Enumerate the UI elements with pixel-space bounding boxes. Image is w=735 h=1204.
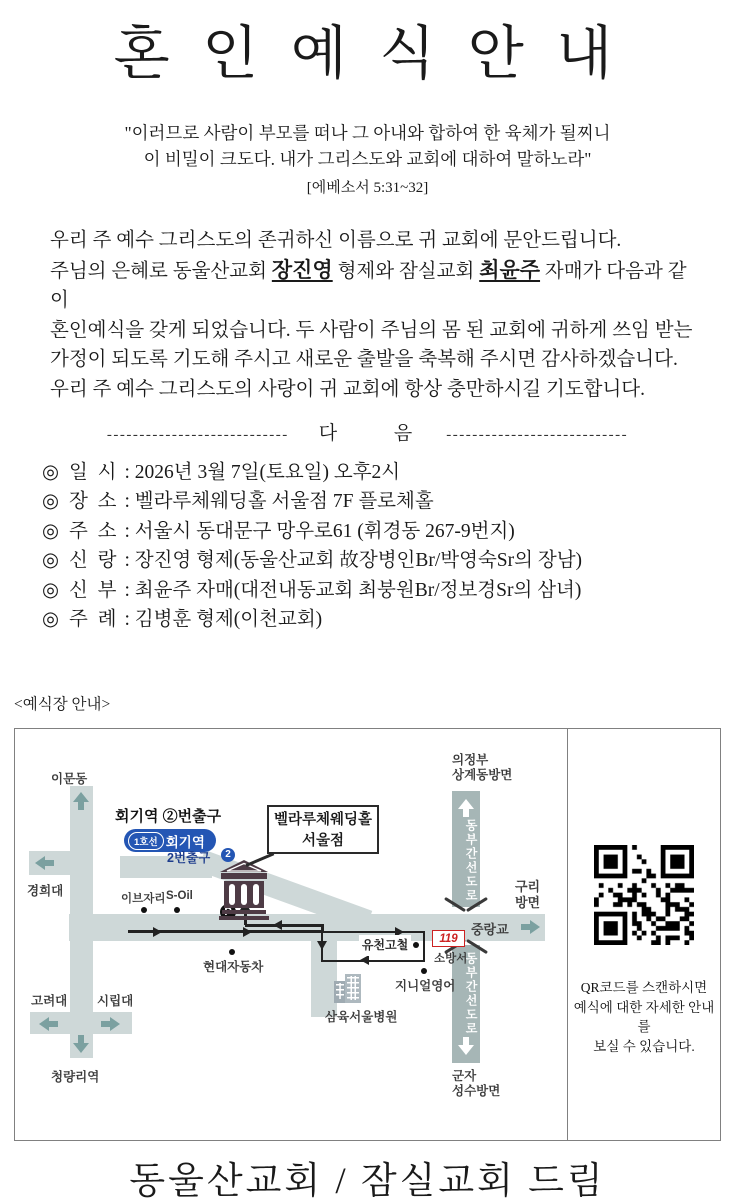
route-arrow-left-icon [273,920,282,930]
poi-dot [141,907,147,913]
greeting-line4: 가정이 되도록 기도해 주시고 새로운 출발을 축복해 주시면 감사하겠습니다. [50,349,678,370]
map-label-station-exit: 회기역 ②번출구 [115,808,222,825]
gunja-line2: 성수방면 [452,1084,501,1098]
fire-119-icon: 119 [432,930,465,947]
exit2-number-icon: 2 [221,848,235,862]
line1-label: 1호선 [128,832,164,850]
detail-colon: : [124,550,130,572]
detail-row-venue [42,487,702,516]
map-label-soil: S-Oil [166,890,193,902]
uijeongbu-line2: 상계동방면 [452,768,513,782]
guri-line1: 구리 [515,879,541,894]
divider-dashes-left: ---------------------------- [106,427,289,443]
arrow-down-icon [458,1037,478,1051]
page-title: 혼 인 예 식 안 내 [113,21,622,86]
detail-value: 서울시 동대문구 망우로61 (휘경동 267-9번지) [134,520,515,542]
greeting-line1: 우리 주 예수 그리스도의 존귀하신 이름으로 귀 교회에 문안드립니다. [50,230,622,251]
venue-callout-line1: 벨라루체웨딩홀 [273,812,373,828]
arrow-right-icon [521,920,541,934]
detail-value: 장진영 형제(동울산교회 故장병인Br/박영숙Sr의 장남) [134,550,583,572]
scripture-quote [0,120,735,201]
detail-row-bride [42,576,702,605]
bullet-icon: ◎ [42,462,60,483]
map-label-fire-station: 소방서 [434,953,468,965]
map-label-yucheon: 유천고철 [359,935,411,956]
map-label-korea-univ: 고려대 [31,994,68,1008]
greeting-line2 [50,256,700,316]
bullet-icon: ◎ [42,550,60,572]
gunja-line1: 군자 [452,1069,477,1083]
poi-dot [413,942,419,948]
qr-caption [568,978,720,1056]
bride-name: 최윤주 [479,257,541,282]
uijeongbu-line1: 의정부 [452,753,489,767]
bullet-icon: ◎ [42,579,60,601]
hospital-building-icon [333,971,363,1005]
detail-row-officiant [42,605,702,634]
wedding-details-list [42,458,702,634]
bullet-icon: ◎ [42,520,60,542]
greeting-line3: 혼인예식을 갖게 되었습니다. 두 사람이 주님의 몸 된 교회에 귀하게 쓰임 받는 [50,319,693,341]
arrow-up-icon [73,792,93,806]
groom-name: 장진영 [271,257,333,282]
detail-label: 일 시 [69,462,117,483]
qr-caption-line3: 보실 수 있습니다. [593,1038,695,1054]
route-line-branch [245,924,323,927]
detail-value: 최윤주 자매(대전내동교회 최붕원Br/정보경Sr의 삼녀) [134,579,582,601]
detail-label: 주 소 [69,520,117,542]
route-arrow-right-icon [243,927,252,937]
wedding-hall-building-icon [219,859,269,921]
poi-dot [229,949,235,955]
map-label-genial-english: 지니얼영어 [395,979,456,993]
qr-panel [568,729,720,1140]
detail-colon: : [124,520,130,542]
scripture-line2: 이 비밀이 크도다. 내가 그리스도와 교회에 대하여 말하노라" [143,149,592,169]
greeting-line5: 우리 주 예수 그리스도의 사랑이 귀 교회에 항상 충만하시길 기도합니다. [50,378,646,400]
greeting-line2-mid: 형제와 잠실교회 [332,260,480,282]
map-label-cheongnyangni: 청량리역 [51,1070,100,1084]
detail-colon: : [124,491,130,513]
exit2-label: 2번출구 [167,851,211,865]
dongbu-road-label-upper: 동부간선도로 [464,819,478,903]
map-label-imundong: 이문동 [51,772,88,786]
station-name-label: 회기역 [165,834,205,850]
detail-label: 신 랑 [69,550,117,572]
detail-colon: : [124,579,130,601]
detail-label: 주 례 [69,609,117,631]
greeting-line2-pre: 주님의 은혜로 동울산교회 [50,260,272,282]
detail-label: 신 부 [69,579,117,601]
map-label-hyundai: 현대자동차 [203,960,264,974]
divider-label: 다 음 [318,423,439,444]
venue-callout [267,805,379,854]
detail-value: 2026년 3월 7일(토요일) 오후2시 [134,462,401,483]
venue-map-box [14,728,721,1141]
route-arrow-left-icon [360,955,369,965]
detail-value: 김병훈 형제(이천교회) [134,609,323,631]
bullet-icon: ◎ [42,609,60,631]
map-label-city-univ: 시립대 [97,994,134,1008]
map-label-evezary: 이브자리 [121,893,166,905]
daum-divider [0,418,735,445]
qr-caption-line1: QR코드를 스캔하시면 [580,980,708,995]
map-label-gunja [452,1069,500,1099]
route-arrow-down-icon [317,941,327,950]
detail-row-address [42,517,702,546]
detail-colon: : [124,462,130,483]
map-label-jungnang-bridge: 중랑교 [471,922,509,937]
detail-value: 벨라루체웨딩홀 서울점 7F 플로체홀 [134,491,434,513]
detail-label: 장 소 [69,491,117,513]
map-area [15,729,568,1140]
route-arrow-right-icon [153,927,162,937]
route-line-connector [321,924,324,933]
arrow-left-icon [35,856,55,870]
qr-code [594,845,694,945]
poi-dot [174,907,180,913]
venue-section-label: <예식장 안내> [14,696,111,713]
arrow-left-icon [39,1017,59,1031]
guri-line2: 방면 [515,895,541,910]
map-label-uijeongbu [452,753,512,783]
detail-row-groom [42,546,702,575]
map-label-guri [515,879,540,911]
bullet-icon: ◎ [42,491,60,513]
dongbu-road-label-lower: 동부간선도로 [464,952,478,1036]
qr-caption-line2: 예식에 대한 자세한 안내를 [573,999,715,1034]
detail-colon: : [124,609,130,631]
arrow-up-icon [458,799,478,813]
venue-callout-line2: 서울점 [301,833,345,849]
greeting-line2-post: 자매가 다음과 같이 [50,260,687,311]
detail-row-datetime [42,458,702,487]
map-label-kyunghee: 경희대 [27,884,64,898]
divider-dashes-right: ---------------------------- [446,427,629,443]
greeting-paragraph [50,226,700,404]
footer-signature: 동울산교회 / 잠실교회 드림 [129,1161,606,1202]
arrow-down-icon [73,1035,93,1049]
scripture-reference: [에베소서 5:31~32] [306,180,429,196]
scripture-line1: "이러므로 사람이 부모를 떠나 그 아내와 합하여 한 육체가 될찌니 [124,123,611,143]
arrow-right-icon [101,1017,121,1031]
map-label-sahmyook: 삼육서울병원 [325,1010,398,1024]
poi-dot [421,968,427,974]
